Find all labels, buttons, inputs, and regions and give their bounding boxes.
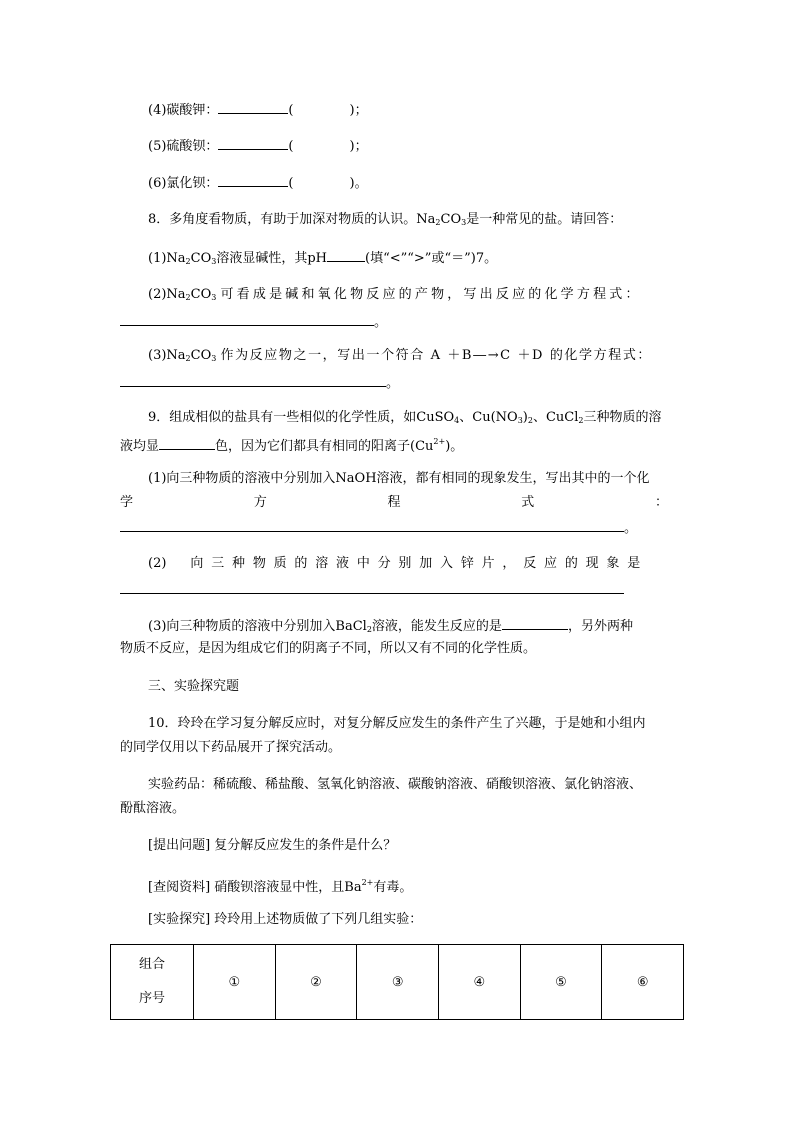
q9-part3: (3)向三种物质的溶液中分别加入BaCl$_2$溶液，能发生反应的是 ，另外两种 — [148, 616, 633, 639]
answer-blank[interactable] — [120, 312, 374, 326]
q10-question: [提出问题] 复分解反应发生的条件是什么？ — [148, 838, 397, 853]
table-cell: ④ — [438, 945, 520, 1020]
table-row — [111, 945, 684, 1020]
table-cell: ⑥ — [602, 945, 684, 1020]
table-cell: ② — [275, 945, 357, 1020]
q9-part1-answer: 。 — [120, 518, 637, 538]
q8-part3-answer: 。 — [120, 373, 399, 393]
table-cell: ⑤ — [520, 945, 602, 1020]
section-title: 三、实验探究题 — [148, 679, 240, 694]
q7-item4: (4)碳酸钾： ( )； — [148, 100, 368, 120]
answer-blank[interactable] — [120, 580, 624, 594]
answer-blank[interactable] — [218, 100, 288, 114]
q10-info: [查阅资料] 硝酸钡溶液显中性，且$Ba^{2+}$有毒。 — [148, 878, 413, 895]
q8-intro: 8．多角度看物质，有助于加深对物质的认识。$Na_2CO_3$是一种常见的盐。请回答： — [148, 212, 623, 227]
answer-blank[interactable] — [502, 616, 568, 630]
q9-part1-spread: 学 方 程 式 ： — [120, 495, 668, 510]
q9-part3-line2: 物质不反应，是因为组成它们的阴离子不同，所以又有不同的化学性质。 — [120, 641, 537, 656]
answer-blank[interactable] — [159, 436, 215, 450]
q10-drugs-line2: 酚酞溶液。 — [120, 801, 186, 816]
table-header-cell: 组合 序号 — [111, 945, 194, 1020]
q10-explore: [实验探究] 玲玲用上述物质做了下列几组实验： — [148, 912, 423, 927]
answer-blank[interactable] — [218, 173, 288, 187]
q9-part2: (2) 向三种物质的溶液中分别加入锌片，反应的现象是 — [148, 556, 649, 571]
q9-intro: 9．组成相似的盐具有一些相似的化学性质，如CuSO$_4$、$Cu(NO_3)_2$、CuCl$_2$三种物质的溶 — [148, 410, 662, 425]
answer-blank[interactable] — [327, 248, 365, 262]
q8-part1: $(1)Na_2CO_3$溶液显碱性，其pH (填“<”“>”或“＝”)7。 — [148, 248, 497, 271]
q9-part1: (1)向三种物质的溶液中分别加入NaOH溶液，都有相同的现象发生，写出其中的一个化 — [148, 471, 650, 486]
q10-intro: 10．玲玲在学习复分解反应时，对复分解反应发生的条件产生了兴趣，于是她和小组内 — [148, 716, 646, 731]
experiment-table — [110, 944, 684, 1020]
answer-blank[interactable] — [218, 136, 288, 150]
q8-part2-answer: 。 — [120, 312, 387, 332]
q8-part2: $(2)Na_2CO_3$ 可看成是碱和氧化物反应的产物，写出反应的化学方程式： — [148, 287, 642, 302]
q10-drugs: 实验药品：稀硫酸、稀盐酸、氢氧化钠溶液、碳酸钠溶液、硝酸钡溶液、氯化钠溶液、 — [148, 777, 643, 792]
q9-part2-answer — [120, 580, 624, 600]
q8-part3: $(3)Na_2CO_3$ 作为反应物之一，写出一个符合 A ＋B―→C ＋D 的化学方程式： — [148, 348, 653, 363]
answer-blank[interactable] — [120, 373, 386, 387]
q7-item6: (6)氯化钡： ( )。 — [148, 173, 368, 193]
q9-intro-line2: 液均显 色，因为它们都具有相同的阳离子$(Cu^{2+})$。 — [120, 437, 464, 454]
table-cell: ③ — [357, 945, 439, 1020]
answer-blank[interactable] — [120, 518, 624, 532]
table-cell: ① — [194, 945, 276, 1020]
q10-intro-line2: 的同学仅用以下药品展开了探究活动。 — [120, 740, 342, 755]
q7-item5: (5)硫酸钡： ( )； — [148, 136, 368, 156]
